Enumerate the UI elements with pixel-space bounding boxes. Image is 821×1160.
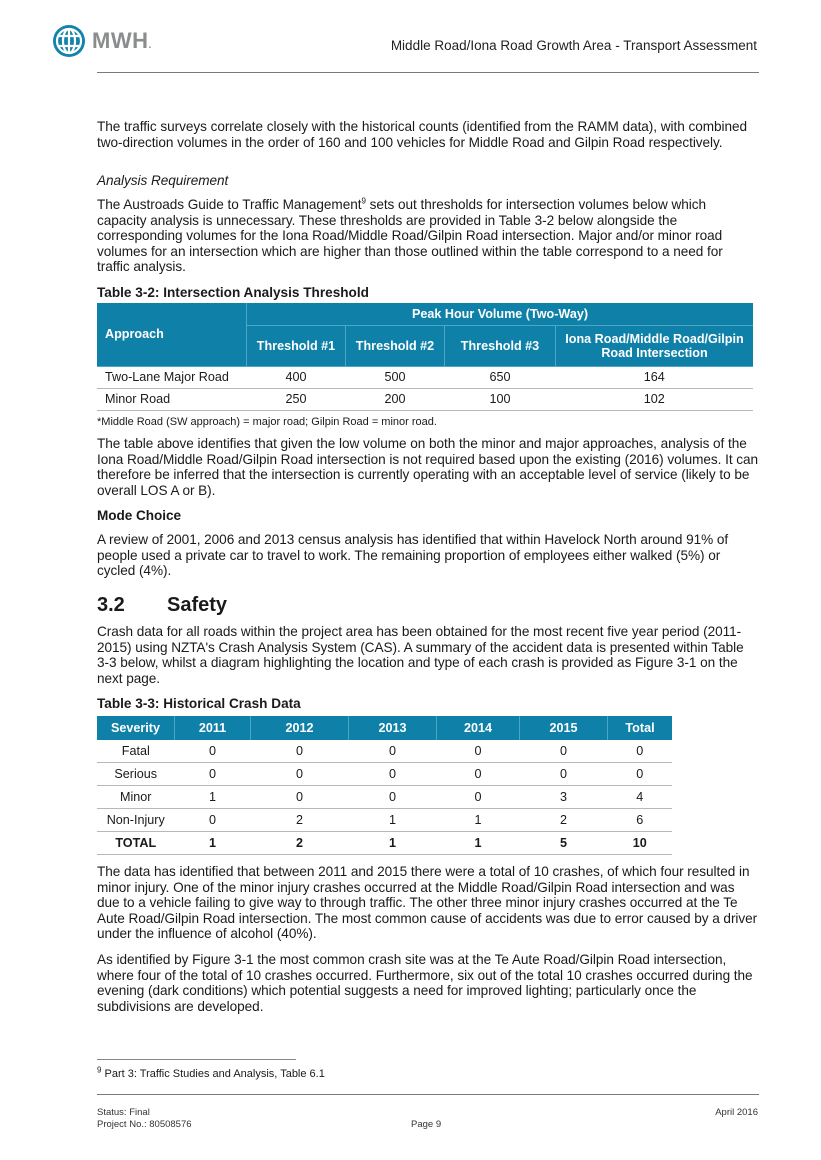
section-heading-safety: 3.2 Safety <box>97 594 228 616</box>
header-peak-hour-volume: Peak Hour Volume (Two-Way) <box>247 303 754 325</box>
footer-left <box>97 1107 192 1131</box>
table-row: Minor 1 0 0 0 3 4 <box>97 786 672 809</box>
table-row: Non-Injury 0 2 1 1 2 6 <box>97 809 672 832</box>
table-total-row: TOTAL 1 2 1 1 5 10 <box>97 832 672 855</box>
footnote-divider <box>97 1059 296 1060</box>
paragraph-crash-data: Crash data for all roads within the project area has been obtained for the most recent five year period (2011-2015) using NZTA's Crash Analysis System (CAS). A summary of the accident data is presented within Table 3-3 below, whilst a diagram highlighting the location and type of each crash is provided as Figure 3-1 on the next page. <box>97 624 744 686</box>
paragraph-mode-choice: A review of 2001, 2006 and 2013 census analysis has identified that within Havelock North around 91% of people used a private car to travel to work. The remaining proportion of employees either walked (5%) or cycled (4%). <box>97 532 729 579</box>
header-intersection: Iona Road/Middle Road/Gilpin Road Intersection <box>556 325 754 366</box>
subheading-mode-choice: Mode Choice <box>97 508 182 523</box>
mwh-logo <box>52 24 152 58</box>
header-2014: 2014 <box>437 716 520 740</box>
header-2012: 2012 <box>251 716 349 740</box>
status-label: Status: Final <box>97 1107 150 1118</box>
project-number: Project No.: 80508576 <box>97 1119 192 1130</box>
intersection-threshold-table <box>97 303 753 411</box>
table-row: Minor Road 250 200 100 102 <box>97 388 753 410</box>
table-3-2-caption: Table 3-2: Intersection Analysis Threshold <box>97 285 369 300</box>
paragraph-traffic-surveys: The traffic surveys correlate closely with the historical counts (identified from the RAMM data), with combined two-direction volumes in the order of 160 and 100 vehicles for Middle Road and Gilpin Road respectively. <box>97 119 747 150</box>
header-threshold-1: Threshold #1 <box>247 325 346 366</box>
footnote: $^9$ Part 3: Traffic Studies and Analysis, Table 6.1 <box>97 1065 325 1080</box>
paragraph-austroads: The Austroads Guide to Traffic Management$^9$ sets out thresholds for intersection volumes below which capacity analysis is unnecessary. These thresholds are provided in Table 3-2 below alongside the corresponding volumes for the Iona Road/Middle Road/Gilpin Road intersection. Major and/or minor road volumes for an intersection which are higher than those outlined within the table correspond to a need for traffic analysis. <box>97 196 723 275</box>
footnote-marker: 9 <box>97 1065 102 1075</box>
footer-divider <box>97 1094 759 1095</box>
logo-text: MWH. <box>92 28 152 53</box>
footnote-ref[interactable]: 9 <box>361 196 366 206</box>
header-total: Total <box>608 716 673 740</box>
header-divider <box>97 72 759 73</box>
subheading-analysis-requirement: Analysis Requirement <box>97 173 229 188</box>
header-severity: Severity <box>97 716 175 740</box>
header-2013: 2013 <box>349 716 437 740</box>
globe-icon <box>52 24 86 58</box>
historical-crash-table <box>97 716 672 855</box>
header-threshold-2: Threshold #2 <box>346 325 445 366</box>
table-3-2-note: *Middle Road (SW approach) = major road; Gilpin Road = minor road. <box>97 416 437 428</box>
paragraph-crash-summary: The data has identified that between 2011 and 2015 there were a total of 10 crashes, of which four resulted in minor injury. One of the minor injury crashes occurred at the Middle Road/Gilpin Road intersection and was due to a vehicle failing to give way to through traffic. The other three minor injury crashes occurred at the Te Aute Road/Gilpin Road intersection. The most common cause of accidents was due to error caused by a driver under the influence of alcohol (40%). <box>97 864 758 942</box>
header-2015: 2015 <box>520 716 608 740</box>
header-2011: 2011 <box>175 716 251 740</box>
document-title: Middle Road/Iona Road Growth Area - Transport Assessment <box>390 38 757 53</box>
table-row: Two-Lane Major Road 400 500 650 164 <box>97 366 753 388</box>
header-threshold-3: Threshold #3 <box>445 325 556 366</box>
paragraph-table-analysis: The table above identifies that given the low volume on both the minor and major approaches, analysis of the Iona Road/Middle Road/Gilpin Road intersection is not required based upon the existing (2016) volumes. It can therefore be inferred that the intersection is currently operating with an acceptable level of service (likely to be overall LOS A or B). <box>97 436 759 498</box>
page-number: Page 9 <box>411 1119 442 1130</box>
paragraph-crash-site: As identified by Figure 3-1 the most common crash site was at the Te Aute Road/Gilpin Road intersection, where four of the total of 10 crashes occurred. Furthermore, six out of the total 10 crashes occurred during the evening (dark conditions) which potential suggests a need for improved lighting; particularly once the subdivisions are developed. <box>97 952 753 1014</box>
header-approach: Approach <box>97 303 247 366</box>
footer-date: April 2016 <box>715 1107 758 1118</box>
table-3-3-caption: Table 3-3: Historical Crash Data <box>97 696 301 711</box>
table-row: Serious 0 0 0 0 0 0 <box>97 763 672 786</box>
table-row: Fatal 0 0 0 0 0 0 <box>97 740 672 763</box>
